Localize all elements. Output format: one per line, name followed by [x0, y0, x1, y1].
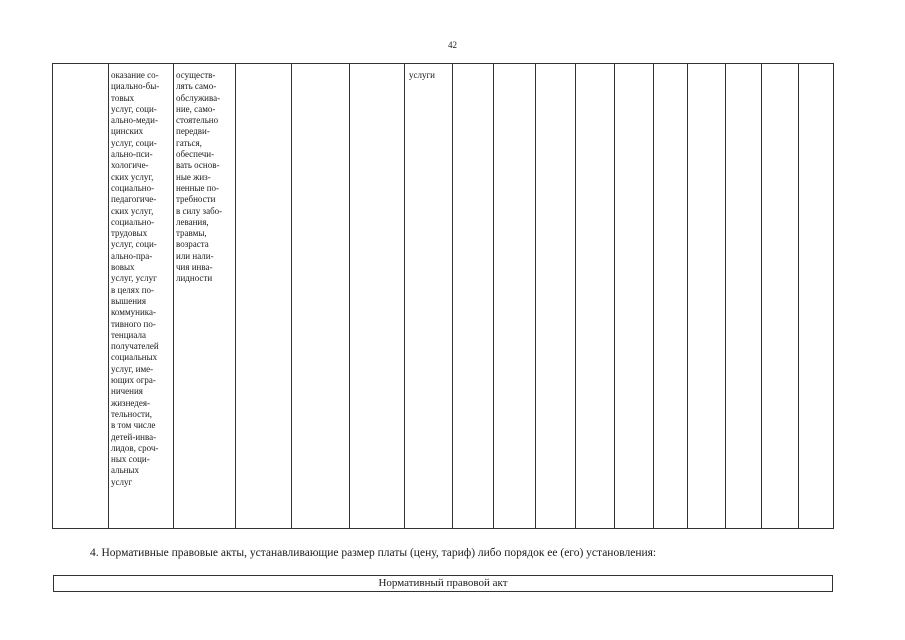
services-text-line: услуг, соци-	[111, 239, 157, 250]
purpose-text-line: левания,	[176, 216, 209, 227]
purpose-text-line: вать основ-	[176, 160, 220, 171]
services-text-line: ально-меди-	[111, 115, 158, 126]
services-text-line: услуг	[111, 476, 133, 487]
column-divider	[108, 63, 109, 529]
purpose-text-line: травмы,	[176, 228, 207, 239]
column-divider	[349, 63, 350, 529]
services-text-line: коммуника-	[111, 307, 156, 318]
purpose-text-line: ные жиз-	[176, 171, 211, 182]
purpose-text-line: ние, само-	[176, 103, 216, 114]
services-text-line: услуг, име-	[111, 363, 154, 374]
services-table	[52, 63, 834, 529]
services-text-line: оказание со-	[111, 70, 159, 80]
services-text-line: в том числе	[111, 420, 156, 431]
normative-acts-table	[53, 575, 833, 592]
services-text-line: лидов, сроч-	[111, 442, 159, 453]
normative-act-column-header: Нормативный правовой акт	[378, 577, 508, 589]
column-divider	[761, 63, 762, 529]
column-divider	[235, 63, 236, 529]
purpose-text-line: передви-	[176, 126, 210, 137]
column-divider	[493, 63, 494, 529]
services-text-line: детей-инва-	[111, 431, 157, 442]
purpose-text-line: обеспечи-	[176, 149, 215, 160]
services-text-line: ных соци-	[111, 454, 150, 465]
column-divider	[575, 63, 576, 529]
column-divider	[452, 63, 453, 529]
services-text-line: вовых	[111, 262, 135, 273]
column-divider	[687, 63, 688, 529]
column-divider	[404, 63, 405, 529]
services-text-line: хологиче-	[111, 160, 149, 171]
services-text-line: социальных	[111, 352, 158, 363]
services-text-line: трудовых	[111, 228, 148, 239]
services-text-line: социально-	[111, 216, 155, 227]
service-purpose-cell	[176, 70, 222, 285]
column-divider	[291, 63, 292, 529]
services-text-line: ских услуг,	[111, 205, 154, 216]
services-text-line: социально-	[111, 182, 155, 193]
services-text-line: ально-пси-	[111, 149, 153, 160]
section-heading: 4. Нормативные правовые акты, устанавливающие размер платы (цену, тариф) либо порядок ее (его) установления:	[90, 547, 657, 559]
services-text-line: ющих огра-	[111, 375, 156, 386]
purpose-text-line: ненные по-	[176, 182, 220, 193]
services-text-line: услуг, услуг	[111, 273, 157, 284]
purpose-text-line: гаться,	[176, 137, 202, 148]
purpose-text-line: или нали-	[176, 250, 214, 261]
purpose-text-line: возраста	[176, 239, 209, 250]
services-text-line: в целях по-	[111, 284, 155, 295]
services-text-line: альных	[111, 465, 140, 476]
services-text-line: ально-пра-	[111, 250, 153, 261]
purpose-text-line: чия инва-	[176, 262, 213, 273]
services-text-line: товых	[111, 92, 135, 103]
services-text-line: тивного по-	[111, 318, 156, 329]
services-text-line: получателей	[111, 341, 159, 352]
services-text-line: услуг, соци-	[111, 137, 157, 148]
purpose-text-line: в силу забо-	[176, 205, 223, 216]
purpose-text-line: требности	[176, 194, 216, 205]
purpose-text-line: обслужива-	[176, 92, 221, 103]
services-text-line: тенциала	[111, 329, 146, 340]
services-text-line: педагогиче-	[111, 194, 157, 205]
service-unit-cell: услуги	[409, 70, 435, 80]
services-text-line: тельности,	[111, 408, 153, 419]
column-divider	[614, 63, 615, 529]
services-text-line: услуг, соци-	[111, 103, 157, 114]
column-divider	[725, 63, 726, 529]
column-divider	[535, 63, 536, 529]
page-number: 42	[448, 40, 457, 50]
purpose-text-line: лидности	[176, 273, 213, 284]
column-divider	[653, 63, 654, 529]
services-text-line: цинских	[111, 126, 144, 137]
services-text-line: вышения	[111, 295, 146, 306]
purpose-text-line: осуществ-	[176, 70, 216, 80]
column-divider	[173, 63, 174, 529]
purpose-text-line: стоятельно	[176, 115, 219, 126]
services-text-line: жизнедея-	[111, 397, 150, 408]
services-description-cell	[111, 70, 159, 488]
purpose-text-line: лять само-	[176, 81, 217, 92]
services-text-line: ничения	[111, 386, 143, 397]
services-text-line: циально-бы-	[111, 81, 160, 92]
column-divider	[798, 63, 799, 529]
services-text-line: ских услуг,	[111, 171, 154, 182]
